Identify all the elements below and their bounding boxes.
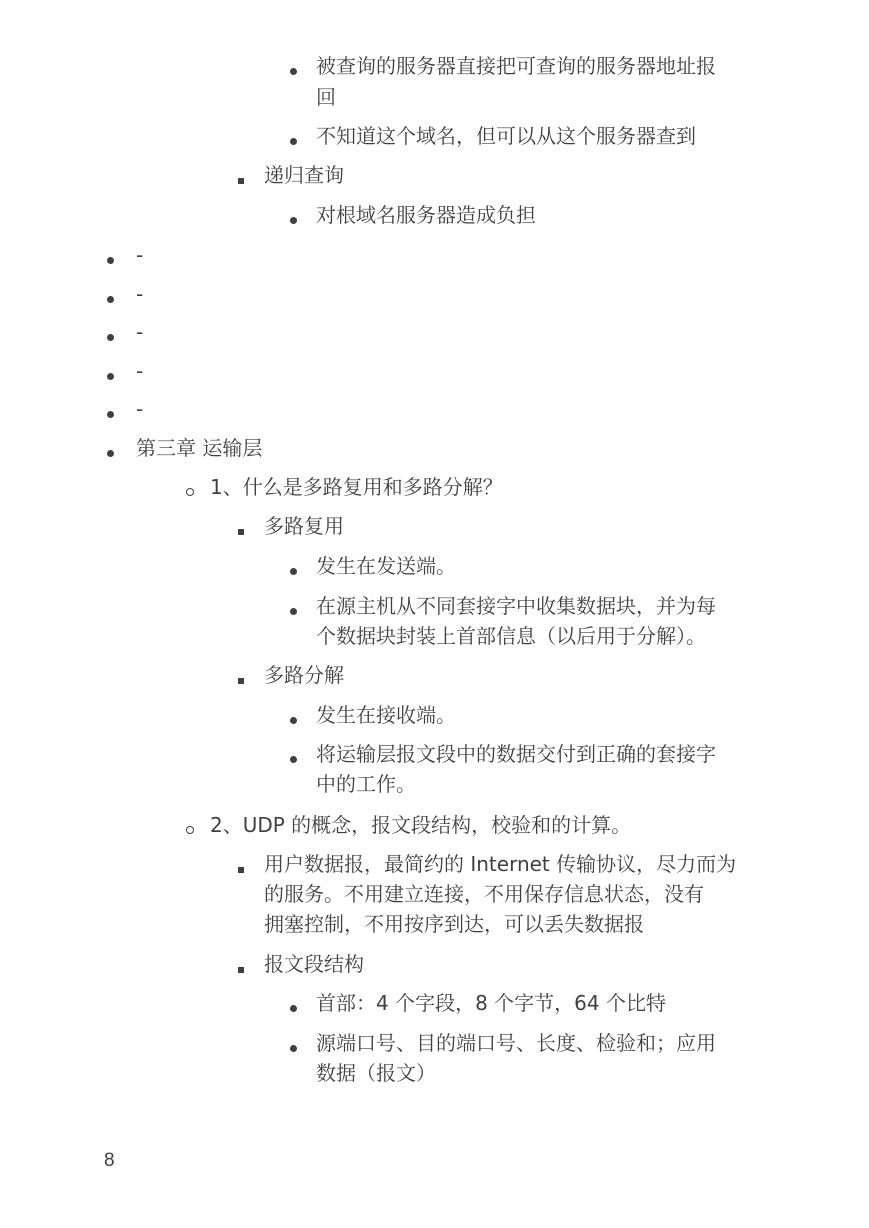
bullet-ring-icon bbox=[186, 813, 194, 841]
list-item-text: 在源主机从不同套接字中收集数据块，并为每 bbox=[316, 594, 716, 618]
list-item-text: 报文段结构 bbox=[264, 952, 364, 976]
bullet-square-icon bbox=[238, 663, 244, 691]
list-item-text: 的服务。不用建立连接，不用保存信息状态，没有 bbox=[264, 882, 704, 906]
list-item-text: 首部：4 个字段，8 个字节，64 个比特 bbox=[316, 991, 666, 1015]
list-item-text: 对根域名服务器造成负担 bbox=[316, 203, 536, 227]
list-item-text: 源端口号、目的端口号、长度、检验和；应用 bbox=[316, 1031, 716, 1055]
bullet-dot-icon bbox=[290, 1031, 297, 1059]
bullet-dot-icon bbox=[107, 320, 114, 348]
list-item-text: 多路分解 bbox=[264, 663, 344, 687]
list-item-text: - bbox=[136, 320, 144, 344]
list-item-text: 多路复用 bbox=[264, 514, 344, 538]
list-item-text: 发生在发送端。 bbox=[316, 554, 456, 578]
question-heading: 1、什么是多路复用和多路分解？ bbox=[210, 475, 503, 499]
bullet-dot-icon bbox=[290, 703, 297, 731]
bullet-dot-icon bbox=[290, 203, 297, 231]
list-item-text: 被查询的服务器直接把可查询的服务器地址报 bbox=[316, 54, 716, 78]
list-item-text: 不知道这个域名，但可以从这个服务器查到 bbox=[316, 124, 696, 148]
page-number: 8 bbox=[104, 1150, 115, 1171]
bullet-dot-icon bbox=[107, 243, 114, 271]
list-item-text: 递归查询 bbox=[264, 163, 344, 187]
bullet-dot-icon bbox=[290, 594, 297, 622]
bullet-dot-icon bbox=[107, 397, 114, 425]
bullet-dot-icon bbox=[290, 54, 297, 82]
list-item-text: - bbox=[136, 397, 144, 421]
bullet-dot-icon bbox=[107, 436, 114, 464]
chapter-heading: 第三章 运输层 bbox=[136, 436, 263, 460]
list-item-text: 中的工作。 bbox=[316, 772, 416, 796]
list-item-text: 拥塞控制，不用按序到达，可以丢失数据报 bbox=[264, 912, 644, 936]
list-item-text: 个数据块封装上首部信息（以后用于分解）。 bbox=[316, 624, 706, 648]
list-item-text: 发生在接收端。 bbox=[316, 703, 456, 727]
list-item-text: - bbox=[136, 243, 144, 267]
bullet-dot-icon bbox=[290, 124, 297, 152]
bullet-dot-icon bbox=[107, 359, 114, 387]
list-item-text: - bbox=[136, 282, 144, 306]
bullet-dot-icon bbox=[290, 991, 297, 1019]
bullet-dot-icon bbox=[290, 554, 297, 582]
bullet-ring-icon bbox=[186, 475, 194, 503]
bullet-square-icon bbox=[238, 852, 244, 880]
list-item-text: 将运输层报文段中的数据交付到正确的套接字 bbox=[316, 742, 716, 766]
bullet-dot-icon bbox=[290, 742, 297, 770]
list-item-text: - bbox=[136, 359, 144, 383]
list-item-text: 用户数据报，最简约的 Internet 传输协议，尽力而为 bbox=[264, 852, 737, 876]
list-item-text: 回 bbox=[316, 85, 336, 109]
question-heading: 2、UDP 的概念，报文段结构，校验和的计算。 bbox=[210, 813, 632, 837]
bullet-square-icon bbox=[238, 163, 244, 191]
bullet-dot-icon bbox=[107, 282, 114, 310]
bullet-square-icon bbox=[238, 514, 244, 542]
bullet-square-icon bbox=[238, 952, 244, 980]
list-item-text: 数据（报文） bbox=[316, 1061, 436, 1085]
